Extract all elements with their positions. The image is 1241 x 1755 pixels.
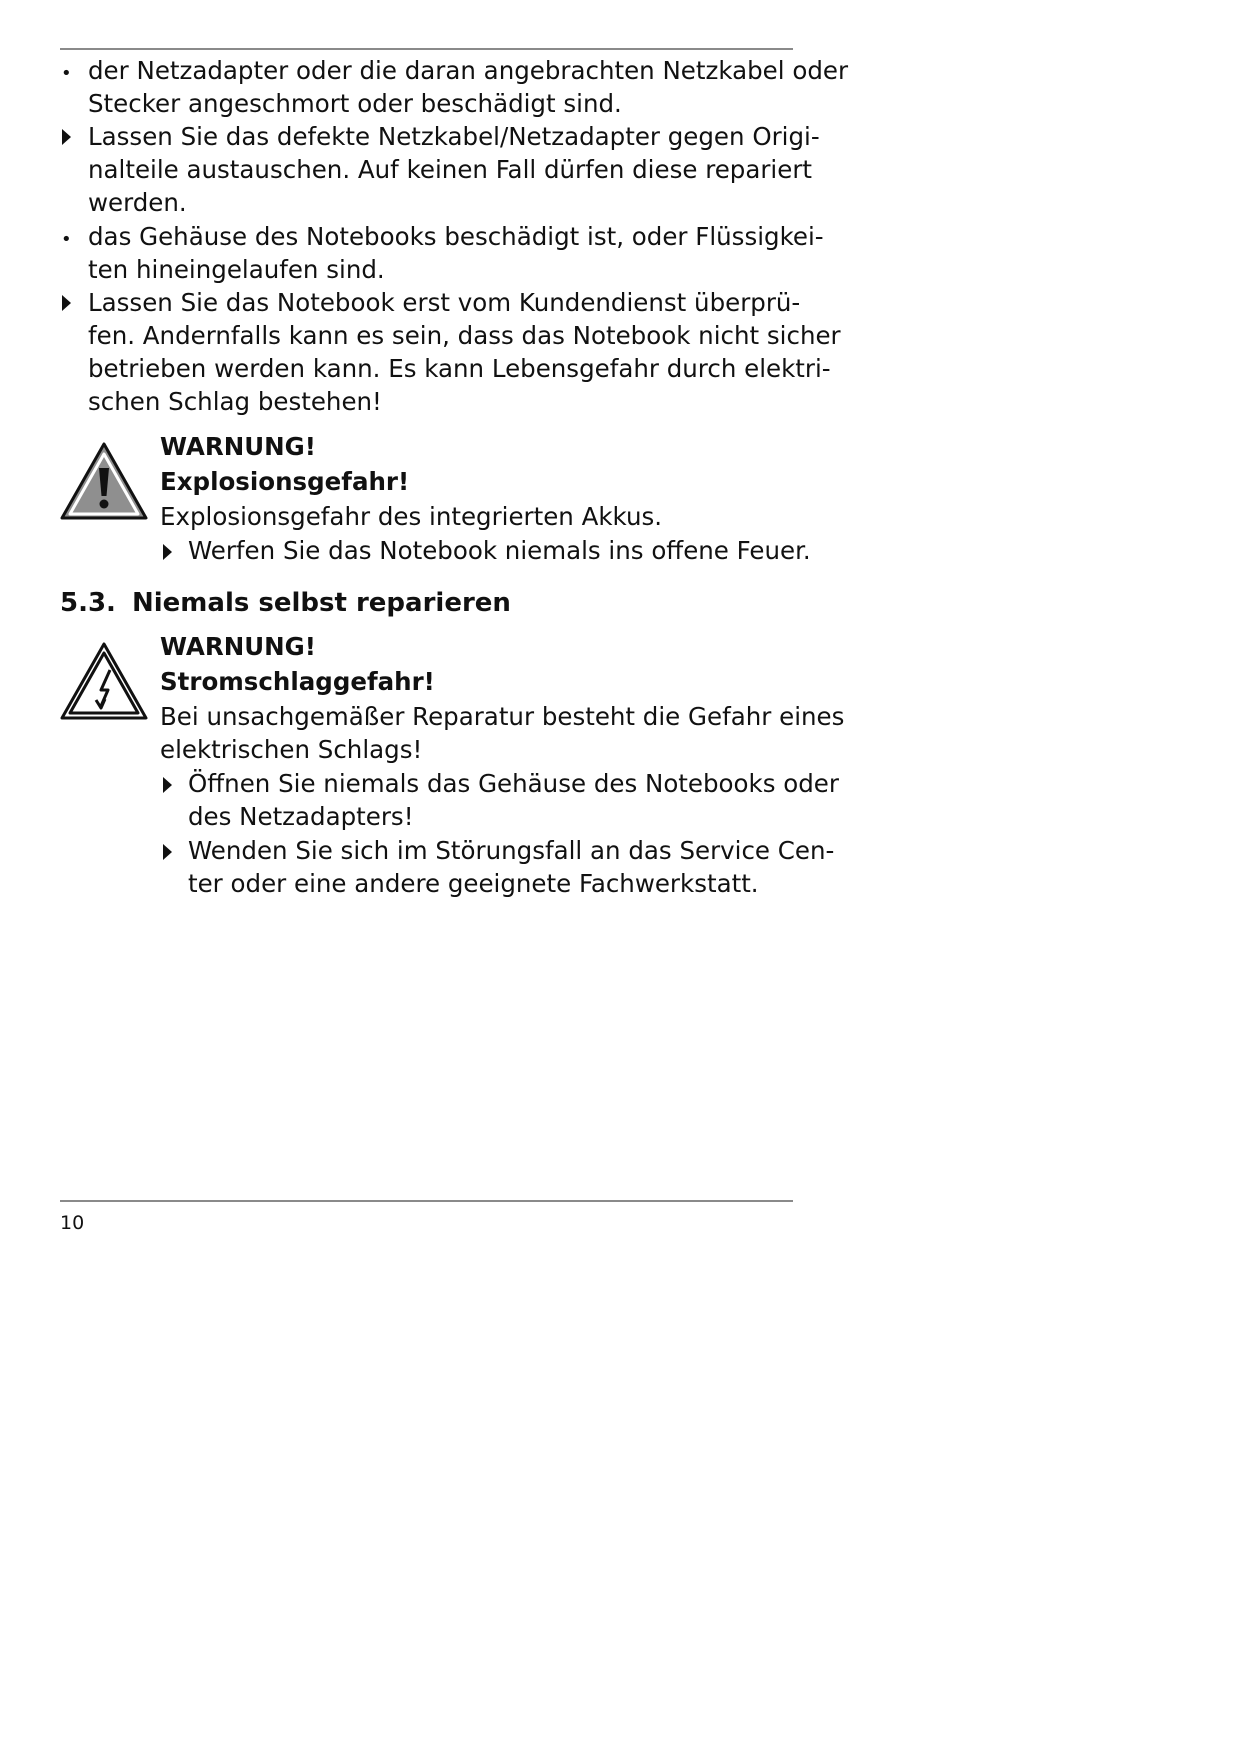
section-title: Niemals selbst reparieren	[132, 588, 511, 618]
list-item-line: nalteile austauschen. Auf keinen Fall dürfen diese repariert	[88, 155, 812, 184]
warning-action-line: des Netzadapters!	[188, 802, 414, 831]
electric-shock-warning-icon	[58, 640, 150, 724]
warning-subtitle: Stromschlaggefahr!	[160, 667, 435, 696]
list-item-line: ten hineingelaufen sind.	[88, 255, 385, 284]
list-item-line: der Netzadapter oder die daran angebrachten Netzkabel oder	[88, 56, 849, 85]
top-rule	[60, 48, 793, 50]
arrow-right-icon	[62, 295, 71, 311]
exclamation-warning-icon	[58, 440, 150, 524]
warning-text: Explosionsgefahr des integrierten Akkus.	[160, 502, 663, 531]
section-heading	[60, 586, 511, 620]
arrow-right-icon	[62, 129, 71, 145]
list-item-line: Lassen Sie das defekte Netzkabel/Netzadapter gegen Origi-	[88, 122, 820, 151]
list-item-line: betrieben werden kann. Es kann Lebensgefahr durch elektri-	[88, 354, 831, 383]
page-number: 10	[60, 1212, 85, 1234]
warning-title: WARNUNG!	[160, 632, 316, 661]
section-number: 5.3.	[60, 588, 116, 618]
bullet-dot	[61, 220, 72, 256]
warning-text-line: elektrischen Schlags!	[160, 735, 423, 764]
warning-action-line: ter oder eine andere geeignete Fachwerkstatt.	[188, 869, 759, 898]
bottom-rule	[60, 1200, 793, 1202]
warning-text-line: Bei unsachgemäßer Reparatur besteht die Gefahr eines	[160, 702, 845, 731]
arrow-right-icon	[163, 777, 172, 793]
warning-subtitle: Explosionsgefahr!	[160, 467, 410, 496]
warning-action: Werfen Sie das Notebook niemals ins offene Feuer.	[188, 536, 811, 565]
list-item-line: werden.	[88, 188, 187, 217]
warning-title: WARNUNG!	[160, 432, 316, 461]
list-item-line: Stecker angeschmort oder beschädigt sind.	[88, 89, 622, 118]
list-item-line: schen Schlag bestehen!	[88, 387, 382, 416]
warning-action-line: Wenden Sie sich im Störungsfall an das Service Cen-	[188, 836, 835, 865]
bullet-dot	[61, 54, 72, 90]
arrow-right-icon	[163, 844, 172, 860]
list-item-line: fen. Andernfalls kann es sein, dass das Notebook nicht sicher	[88, 321, 841, 350]
list-item-line: das Gehäuse des Notebooks beschädigt ist, oder Flüssigkei-	[88, 222, 824, 251]
warning-action-line: Öffnen Sie niemals das Gehäuse des Notebooks oder	[188, 769, 839, 798]
arrow-right-icon	[163, 544, 172, 560]
list-item-line: Lassen Sie das Notebook erst vom Kundendienst überprü-	[88, 288, 801, 317]
